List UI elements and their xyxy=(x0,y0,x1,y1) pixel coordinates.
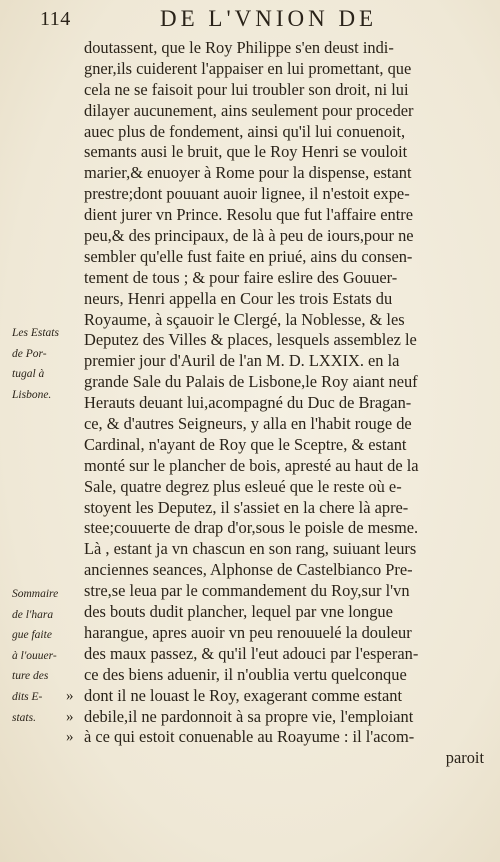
text-line: Deputez des Villes & places, lesquels assemblez le xyxy=(84,330,417,350)
text-line: prestre;dont pouuant auoir lignee, il n'estoit expe- xyxy=(84,184,410,204)
text-line: stre,se leua par le commandement du Roy,sur l'vn xyxy=(84,581,410,601)
text-line: anciennes seances, Alphonse de Castelbianco Pre- xyxy=(84,560,413,580)
text-line: dont il ne louast le Roy, exagerant comme estant xyxy=(84,685,403,705)
text-line: Cardinal, n'ayant de Roy que le Sceptre, & estant xyxy=(84,434,407,454)
text-line: doutassent, que le Roy Philippe s'en deust indi- xyxy=(84,38,394,57)
text-line: dilayer aucunement, ains seulement pour proceder xyxy=(84,100,414,120)
text-line: monté sur le plancher de bois, apresté au haut de la xyxy=(84,455,419,475)
quoted-text-line xyxy=(66,685,484,707)
text-line: stoyent les Deputez, il s'assiet en la chere là apre- xyxy=(84,497,409,517)
margin-note-line: dits E- xyxy=(12,690,43,703)
quoted-text-line xyxy=(66,706,484,728)
text-line: semants ausi le bruit, que le Roy Henri se vouloit xyxy=(84,142,408,162)
margin-note-line: de l'hara xyxy=(12,608,54,621)
margin-note-sommaire xyxy=(12,584,72,728)
page-header xyxy=(40,6,480,36)
margin-note-line: Les Estats xyxy=(12,327,59,339)
quote-mark: » xyxy=(66,687,74,704)
text-line: premier jour d'Auril de l'an M. D. LXXIX. en la xyxy=(84,351,400,371)
text-line: gner,ils cuiderent l'appaiser en lui promettant, que xyxy=(84,58,412,78)
text-line: stee;couuerte de drap d'or,sous le poisle de mesme. xyxy=(84,518,419,538)
quote-mark: » xyxy=(66,708,74,725)
text-line: ce des biens aduenir, il n'oublia vertu quelconque xyxy=(84,664,407,684)
text-line: sembler qu'elle fust faite en priué, ains du consen- xyxy=(84,246,413,266)
text-line: grande Sale du Palais de Lisbone,le Roy aiant neuf xyxy=(84,372,418,392)
text-line: peu,& des principaux, de là à peu de iours,pour ne xyxy=(84,226,414,246)
margin-note-estats-portugal xyxy=(12,323,72,405)
margin-note-line: à l'ouuer- xyxy=(12,649,57,662)
text-line: debile,il ne pardonnoit à sa propre vie, l'emploiant xyxy=(84,706,414,726)
text-line: auec plus de fondement, ainsi qu'il lui conuenoit, xyxy=(84,121,406,141)
text-line: Sale, quatre degrez plus esleué que le reste où e- xyxy=(84,476,402,496)
text-line: marier,& enuoyer à Rome pour la dispense, estant xyxy=(84,163,412,183)
text-line: dient jurer vn Prince. Resolu que fut l'affaire entre xyxy=(84,205,413,225)
text-line: Là , estant ja vn chascun en son rang, suiuant leurs xyxy=(84,539,417,559)
text-line: cela ne se faisoit pour lui troubler son droit, ni lui xyxy=(84,79,409,99)
margin-note-line: gue faite xyxy=(12,629,52,642)
margin-note-line: Sommaire xyxy=(12,588,59,600)
text-line: neurs, Henri appella en Cour les trois Estats du xyxy=(84,288,393,308)
text-line: à ce qui estoit conuenable au Roayume : il l'acom- xyxy=(84,727,415,747)
text-line: Herauts deuant lui,acompagné du Duc de Bragan- xyxy=(84,393,412,413)
body-text xyxy=(66,38,484,769)
margin-note-line: de Por- xyxy=(12,347,47,360)
text-line: tement de tous ; & pour faire eslire des Gouuer- xyxy=(84,267,398,287)
quoted-text-line xyxy=(66,727,484,748)
margin-note-line: tugal à xyxy=(12,368,45,381)
page-number: 114 xyxy=(40,8,71,30)
text-line: Royaume, à sçauoir le Clergé, la Noblesse, & les xyxy=(84,309,405,329)
margin-note-line: stats. xyxy=(12,711,36,724)
quote-mark: » xyxy=(66,729,74,746)
margin-note-line: ture des xyxy=(12,670,49,683)
margin-note-line: Lisbone. xyxy=(12,388,52,401)
running-title: DE L'VNION DE xyxy=(160,6,378,31)
text-line: harangue, apres auoir vn peu renouuelé la douleur xyxy=(84,622,412,642)
text-line: ce, & d'autres Seigneurs, y alla en l'habit rouge de xyxy=(84,414,412,434)
catchword: paroit xyxy=(445,748,484,768)
text-line: des maux passez, & qu'il l'eut adouci par l'esperan- xyxy=(84,643,419,663)
text-line: des bouts dudit plancher, lequel par vne longue xyxy=(84,602,393,622)
